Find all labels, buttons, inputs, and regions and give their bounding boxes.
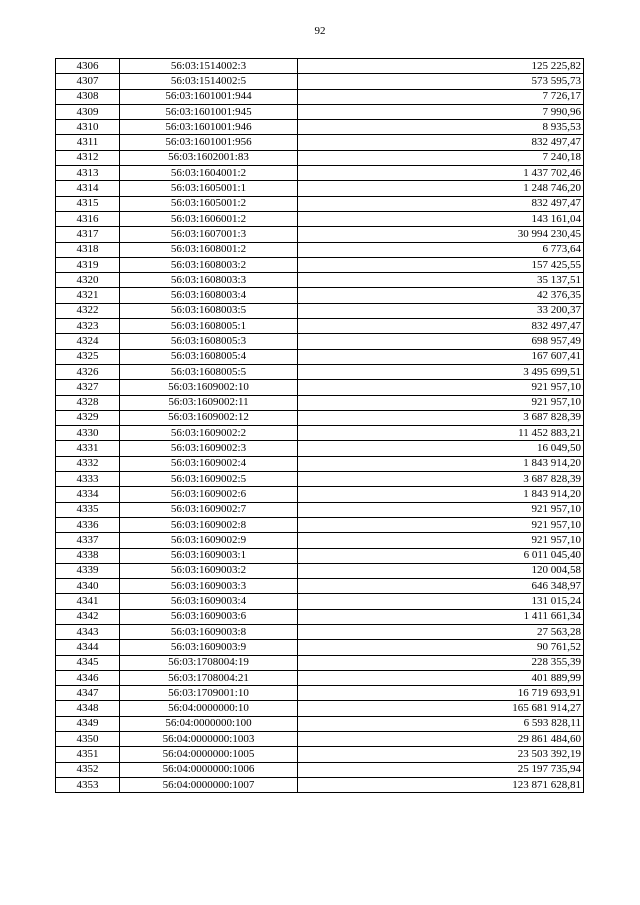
table-row [56,762,584,777]
cadastral-number-cell: 56:03:1514002:3 [120,59,298,74]
table-row [56,563,584,578]
cadastral-number-cell: 56:03:1514002:5 [120,74,298,89]
table-row [56,334,584,349]
cadastral-value-cell: 1 248 746,20 [298,181,584,196]
cadastral-number-cell: 56:03:1609003:1 [120,548,298,563]
cadastral-number-cell: 56:03:1709001:10 [120,686,298,701]
cadastral-value-cell: 125 225,82 [298,59,584,74]
row-number-cell: 4349 [56,716,120,731]
row-number-cell: 4306 [56,59,120,74]
cadastral-value-cell: 157 425,55 [298,257,584,272]
row-number-cell: 4341 [56,594,120,609]
row-number-cell: 4320 [56,273,120,288]
cadastral-value-cell: 143 161,04 [298,211,584,226]
row-number-cell: 4321 [56,288,120,303]
cadastral-number-cell: 56:03:1608003:2 [120,257,298,272]
cadastral-value-cell: 30 994 230,45 [298,227,584,242]
table-row [56,655,584,670]
row-number-cell: 4348 [56,701,120,716]
row-number-cell: 4340 [56,579,120,594]
cadastral-number-cell: 56:03:1708004:21 [120,670,298,685]
cadastral-value-cell: 1 843 914,20 [298,456,584,471]
cadastral-number-cell: 56:03:1609003:8 [120,624,298,639]
cadastral-value-cell: 131 015,24 [298,594,584,609]
cadastral-value-cell: 8 935,53 [298,120,584,135]
table-row [56,670,584,685]
cadastral-value-cell: 6 011 045,40 [298,548,584,563]
cadastral-value-cell: 832 497,47 [298,196,584,211]
row-number-cell: 4346 [56,670,120,685]
cadastral-number-cell: 56:03:1609002:7 [120,502,298,517]
row-number-cell: 4345 [56,655,120,670]
table-row [56,533,584,548]
cadastral-number-cell: 56:03:1609002:12 [120,410,298,425]
cadastral-number-cell: 56:03:1605001:1 [120,181,298,196]
cadastral-value-cell: 16 719 693,91 [298,686,584,701]
page-number: 92 [314,25,326,37]
row-number-cell: 4307 [56,74,120,89]
cadastral-number-cell: 56:03:1601001:944 [120,89,298,104]
cadastral-value-cell: 7 240,18 [298,150,584,165]
cadastral-value-cell: 698 957,49 [298,334,584,349]
cadastral-number-cell: 56:03:1609002:4 [120,456,298,471]
table-row [56,716,584,731]
table-row [56,227,584,242]
cadastral-value-cell: 90 761,52 [298,640,584,655]
cadastral-number-cell: 56:04:0000000:10 [120,701,298,716]
cadastral-value-cell: 42 376,35 [298,288,584,303]
cadastral-value-cell: 35 137,51 [298,273,584,288]
cadastral-number-cell: 56:04:0000000:1006 [120,762,298,777]
cadastral-value-cell: 167 607,41 [298,349,584,364]
cadastral-number-cell: 56:03:1609002:5 [120,472,298,487]
row-number-cell: 4344 [56,640,120,655]
table-row [56,456,584,471]
row-number-cell: 4319 [56,257,120,272]
cadastral-number-cell: 56:03:1609002:2 [120,426,298,441]
row-number-cell: 4327 [56,380,120,395]
cadastral-number-cell: 56:03:1602001:83 [120,150,298,165]
table-row [56,594,584,609]
cadastral-value-cell: 573 595,73 [298,74,584,89]
cadastral-value-cell: 123 871 628,81 [298,777,584,792]
cadastral-value-cell: 921 957,10 [298,380,584,395]
table-row [56,472,584,487]
table-row [56,609,584,624]
row-number-cell: 4350 [56,732,120,747]
cadastral-value-cell: 1 843 914,20 [298,487,584,502]
table-row [56,364,584,379]
row-number-cell: 4323 [56,319,120,334]
cadastral-value-cell: 646 348,97 [298,579,584,594]
cadastral-number-cell: 56:03:1601001:945 [120,104,298,119]
cadastral-number-cell: 56:03:1608003:4 [120,288,298,303]
table-body [56,59,584,793]
cadastral-number-cell: 56:03:1604001:2 [120,166,298,181]
cadastral-value-cell: 1 411 661,34 [298,609,584,624]
table-row [56,701,584,716]
table-row [56,732,584,747]
cadastral-number-cell: 56:03:1609003:3 [120,579,298,594]
table-row [56,89,584,104]
row-number-cell: 4353 [56,777,120,792]
row-number-cell: 4311 [56,135,120,150]
cadastral-number-cell: 56:03:1601001:946 [120,120,298,135]
table-row [56,426,584,441]
cadastral-value-cell: 7 990,96 [298,104,584,119]
cadastral-number-cell: 56:03:1608005:1 [120,319,298,334]
row-number-cell: 4322 [56,303,120,318]
row-number-cell: 4334 [56,487,120,502]
cadastral-value-cell: 228 355,39 [298,655,584,670]
table-row [56,135,584,150]
cadastral-value-cell: 3 687 828,39 [298,472,584,487]
cadastral-value-cell: 23 503 392,19 [298,747,584,762]
cadastral-number-cell: 56:04:0000000:1003 [120,732,298,747]
cadastral-value-cell: 921 957,10 [298,533,584,548]
table-row [56,441,584,456]
table-row [56,502,584,517]
row-number-cell: 4337 [56,533,120,548]
cadastral-value-cell: 33 200,37 [298,303,584,318]
row-number-cell: 4325 [56,349,120,364]
cadastral-value-cell: 25 197 735,94 [298,762,584,777]
table-row [56,777,584,792]
row-number-cell: 4336 [56,517,120,532]
row-number-cell: 4339 [56,563,120,578]
cadastral-value-cell: 120 004,58 [298,563,584,578]
cadastral-number-cell: 56:03:1609002:3 [120,441,298,456]
row-number-cell: 4328 [56,395,120,410]
table-row [56,120,584,135]
cadastral-value-cell: 401 889,99 [298,670,584,685]
row-number-cell: 4312 [56,150,120,165]
cadastral-number-cell: 56:03:1601001:956 [120,135,298,150]
table-row [56,410,584,425]
cadastral-number-cell: 56:03:1609003:9 [120,640,298,655]
row-number-cell: 4333 [56,472,120,487]
cadastral-value-cell: 7 726,17 [298,89,584,104]
cadastral-value-cell: 11 452 883,21 [298,426,584,441]
row-number-cell: 4331 [56,441,120,456]
table-row [56,211,584,226]
row-number-cell: 4347 [56,686,120,701]
row-number-cell: 4326 [56,364,120,379]
table-row [56,319,584,334]
cadastral-number-cell: 56:03:1605001:2 [120,196,298,211]
cadastral-number-cell: 56:03:1606001:2 [120,211,298,226]
cadastral-value-cell: 921 957,10 [298,517,584,532]
row-number-cell: 4313 [56,166,120,181]
cadastral-number-cell: 56:03:1608003:3 [120,273,298,288]
table-row [56,196,584,211]
table-row [56,487,584,502]
cadastral-value-table [55,58,584,793]
cadastral-value-cell: 921 957,10 [298,502,584,517]
cadastral-number-cell: 56:03:1609002:8 [120,517,298,532]
cadastral-value-cell: 6 773,64 [298,242,584,257]
row-number-cell: 4329 [56,410,120,425]
cadastral-value-cell: 16 049,50 [298,441,584,456]
cadastral-number-cell: 56:04:0000000:1007 [120,777,298,792]
table-row [56,380,584,395]
cadastral-number-cell: 56:03:1609003:6 [120,609,298,624]
row-number-cell: 4342 [56,609,120,624]
cadastral-value-cell: 27 563,28 [298,624,584,639]
row-number-cell: 4351 [56,747,120,762]
row-number-cell: 4352 [56,762,120,777]
cadastral-number-cell: 56:03:1608003:5 [120,303,298,318]
table-row [56,166,584,181]
cadastral-value-cell: 3 495 699,51 [298,364,584,379]
cadastral-value-cell: 6 593 828,11 [298,716,584,731]
cadastral-number-cell: 56:04:0000000:100 [120,716,298,731]
cadastral-value-cell: 832 497,47 [298,135,584,150]
row-number-cell: 4338 [56,548,120,563]
table-row [56,747,584,762]
cadastral-number-cell: 56:03:1609003:4 [120,594,298,609]
row-number-cell: 4318 [56,242,120,257]
table-row [56,349,584,364]
table-row [56,579,584,594]
row-number-cell: 4324 [56,334,120,349]
row-number-cell: 4308 [56,89,120,104]
cadastral-value-cell: 165 681 914,27 [298,701,584,716]
cadastral-number-cell: 56:04:0000000:1005 [120,747,298,762]
table-row [56,517,584,532]
cadastral-number-cell: 56:03:1609002:10 [120,380,298,395]
cadastral-value-cell: 3 687 828,39 [298,410,584,425]
cadastral-number-cell: 56:03:1609002:11 [120,395,298,410]
row-number-cell: 4310 [56,120,120,135]
cadastral-number-cell: 56:03:1607001:3 [120,227,298,242]
row-number-cell: 4317 [56,227,120,242]
cadastral-value-cell: 921 957,10 [298,395,584,410]
table-row [56,395,584,410]
table-row [56,624,584,639]
row-number-cell: 4314 [56,181,120,196]
row-number-cell: 4343 [56,624,120,639]
row-number-cell: 4315 [56,196,120,211]
table-row [56,74,584,89]
cadastral-number-cell: 56:03:1609003:2 [120,563,298,578]
row-number-cell: 4332 [56,456,120,471]
table-row [56,181,584,196]
row-number-cell: 4316 [56,211,120,226]
cadastral-value-cell: 832 497,47 [298,319,584,334]
cadastral-value-cell: 1 437 702,46 [298,166,584,181]
table-row [56,303,584,318]
table-row [56,104,584,119]
table-row [56,686,584,701]
table-row [56,150,584,165]
cadastral-number-cell: 56:03:1609002:9 [120,533,298,548]
table-row [56,59,584,74]
cadastral-number-cell: 56:03:1608005:4 [120,349,298,364]
cadastral-number-cell: 56:03:1708004:19 [120,655,298,670]
table-row [56,273,584,288]
table-row [56,548,584,563]
cadastral-number-cell: 56:03:1608001:2 [120,242,298,257]
table-row [56,288,584,303]
cadastral-number-cell: 56:03:1609002:6 [120,487,298,502]
row-number-cell: 4309 [56,104,120,119]
cadastral-value-cell: 29 861 484,60 [298,732,584,747]
row-number-cell: 4330 [56,426,120,441]
cadastral-number-cell: 56:03:1608005:3 [120,334,298,349]
table-row [56,257,584,272]
cadastral-number-cell: 56:03:1608005:5 [120,364,298,379]
table-row [56,242,584,257]
table-row [56,640,584,655]
row-number-cell: 4335 [56,502,120,517]
